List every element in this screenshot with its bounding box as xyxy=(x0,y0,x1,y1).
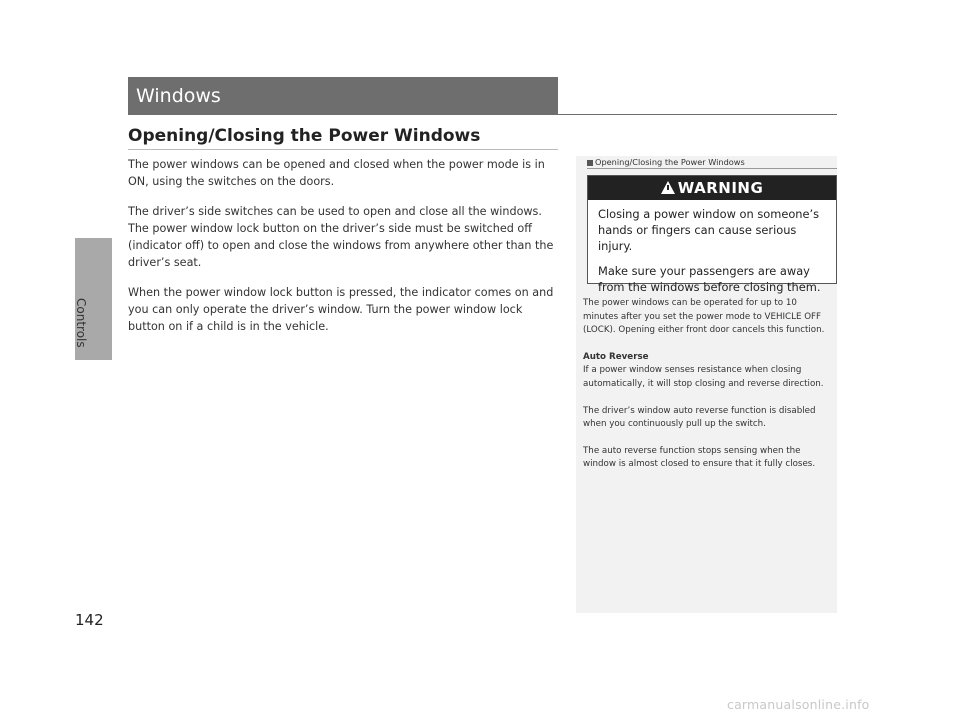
main-body xyxy=(128,156,560,348)
subsection-rule xyxy=(128,149,558,150)
header-rule xyxy=(558,114,837,115)
sidebar-rule xyxy=(587,168,837,169)
body-paragraph: The power windows can be opened and closed when the power mode is in ON, using the switches on the doors. xyxy=(128,158,545,189)
sidebar-paragraph: The auto reverse function stops sensing when the window is almost closed to ensure that it fully closes. xyxy=(583,445,816,470)
sidebar-title-text: Opening/Closing the Power Windows xyxy=(595,157,745,167)
warning-box xyxy=(587,175,837,294)
reference-square-icon xyxy=(587,160,593,166)
section-header: Windows xyxy=(128,77,558,115)
body-paragraph: The driver’s side switches can be used to open and close all the windows. The power window lock button on the driver’s side must be switched off (indicator off) to open and close the windows from anywhere other than the driver’s seat. xyxy=(128,204,554,270)
sidebar-paragraph: The power windows can be operated for up to 10 minutes after you set the power mode to VEHICLE OFF (LOCK). Opening either front door cancels this function. xyxy=(583,298,825,336)
warning-bar xyxy=(588,176,836,200)
warning-line: Make sure your passengers are away from the windows before closing them. xyxy=(598,263,821,294)
sidebar-title xyxy=(587,157,827,167)
auto-reverse-heading: Auto Reverse xyxy=(583,351,649,362)
warning-label: WARNING xyxy=(677,179,764,197)
sidebar-paragraph: The driver’s window auto reverse function is disabled when you continuously pull up the switch. xyxy=(583,405,816,430)
warning-line: Closing a power window on someone’s hands or fingers can cause serious injury. xyxy=(598,207,820,254)
page-number: 142 xyxy=(75,611,104,629)
sidebar-body xyxy=(583,297,833,485)
warning-triangle-icon xyxy=(661,181,675,194)
auto-reverse-text: If a power window senses resistance when closing automatically, it will stop closing and reverse direction. xyxy=(583,365,824,389)
warning-text xyxy=(588,200,836,295)
watermark: carmanualsonline.info xyxy=(727,697,870,712)
auto-reverse-section xyxy=(583,351,833,392)
subsection-title: Opening/Closing the Power Windows xyxy=(128,126,481,146)
body-paragraph: When the power window lock button is pressed, the indicator comes on and you can only operate the driver’s window. Turn the power window lock button on if a child is in the vehicle. xyxy=(128,285,554,334)
side-tab-label: Controls xyxy=(74,298,88,348)
